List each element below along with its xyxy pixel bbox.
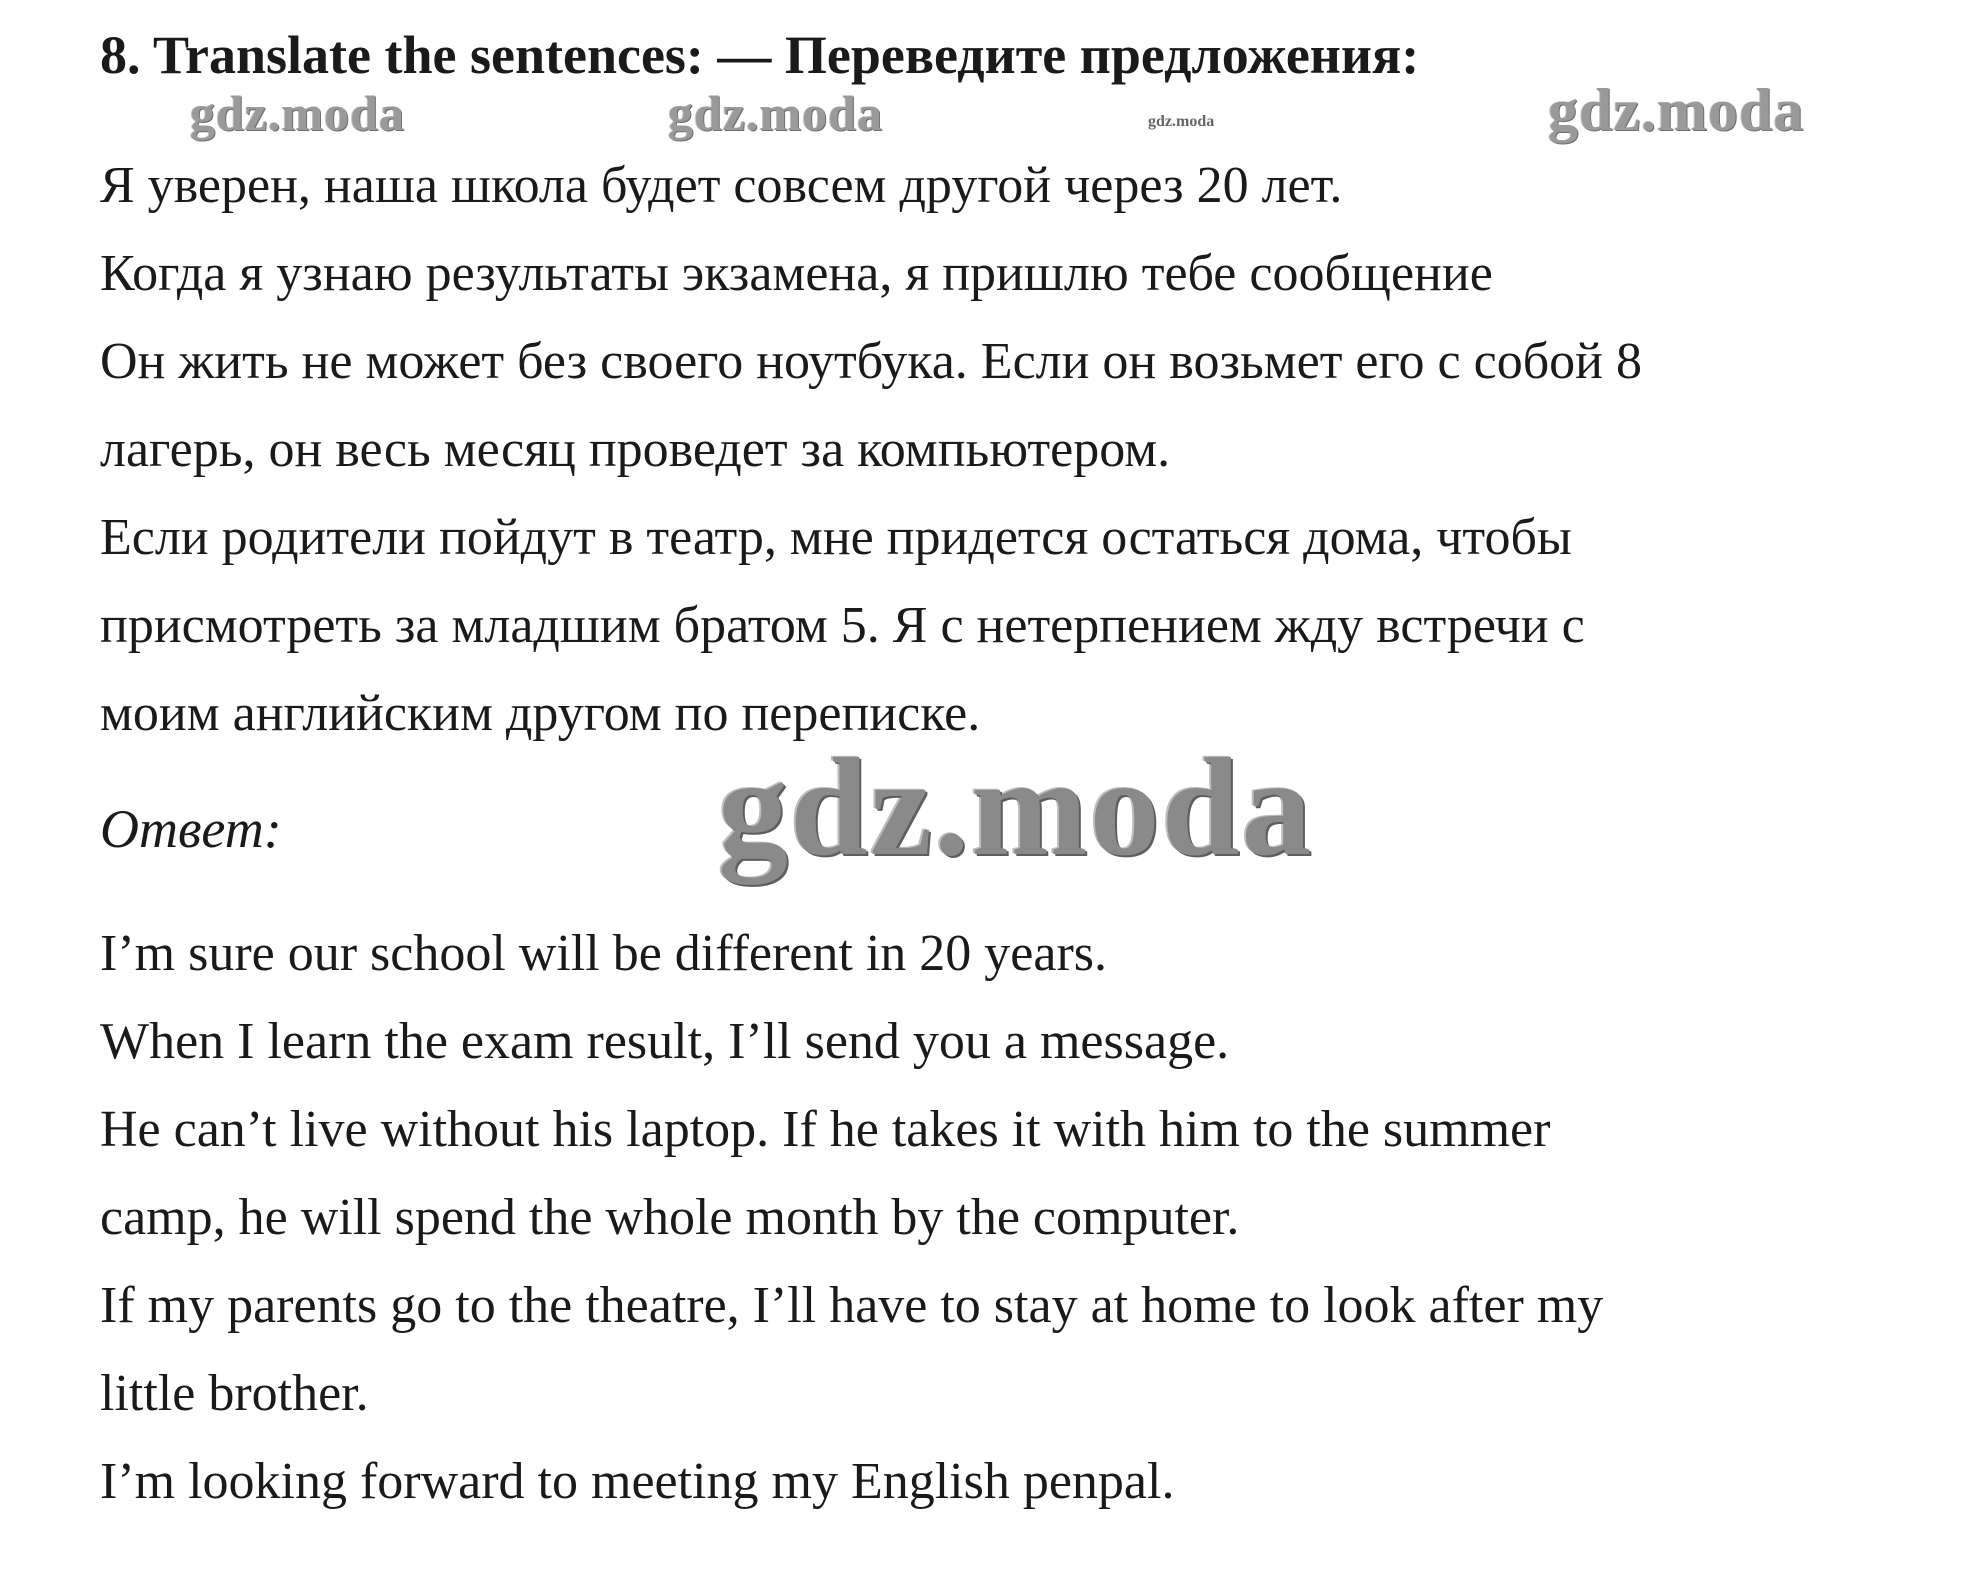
- task-line: Если родители пойдут в театр, мне придется остаться дома, чтобы: [100, 509, 1572, 566]
- answer-line: little brother.: [100, 1365, 369, 1422]
- answer-line: I’m looking forward to meeting my English penpal.: [100, 1453, 1175, 1510]
- task-line: Он жить не может без своего ноутбука. Если он возьмет его с собой 8: [100, 333, 1642, 390]
- watermark-logo: gdz.moda: [718, 730, 1314, 885]
- answer-line: When I learn the exam result, I’ll send you a message.: [100, 1013, 1230, 1070]
- task-line: Когда я узнаю результаты экзамена, я пришлю тебе сообщение: [100, 245, 1493, 302]
- exercise-heading: 8. Translate the sentences: — Переведите предложения:: [100, 25, 1420, 85]
- watermark-logo: gdz.moda: [1148, 113, 1215, 130]
- watermark-logo: gdz.moda: [190, 85, 405, 141]
- answer-line: He can’t live without his laptop. If he takes it with him to the summer: [100, 1101, 1551, 1158]
- watermark-logo: gdz.moda: [1548, 77, 1805, 143]
- answer-line: I’m sure our school will be different in 20 years.: [100, 925, 1107, 982]
- task-line: лагерь, он весь месяц проведет за компьютером.: [100, 421, 1171, 478]
- answer-label: Ответ:: [100, 799, 282, 859]
- watermark-logo: gdz.moda: [668, 85, 883, 141]
- answer-line: camp, he will spend the whole month by the computer.: [100, 1189, 1240, 1246]
- task-line: присмотреть за младшим братом 5. Я с нетерпением жду встречи с: [100, 597, 1585, 654]
- answer-line: If my parents go to the theatre, I’ll have to stay at home to look after my: [100, 1277, 1604, 1334]
- task-line: Я уверен, наша школа будет совсем другой через 20 лет.: [100, 157, 1343, 214]
- task-line: моим английским другом по переписке.: [100, 685, 981, 742]
